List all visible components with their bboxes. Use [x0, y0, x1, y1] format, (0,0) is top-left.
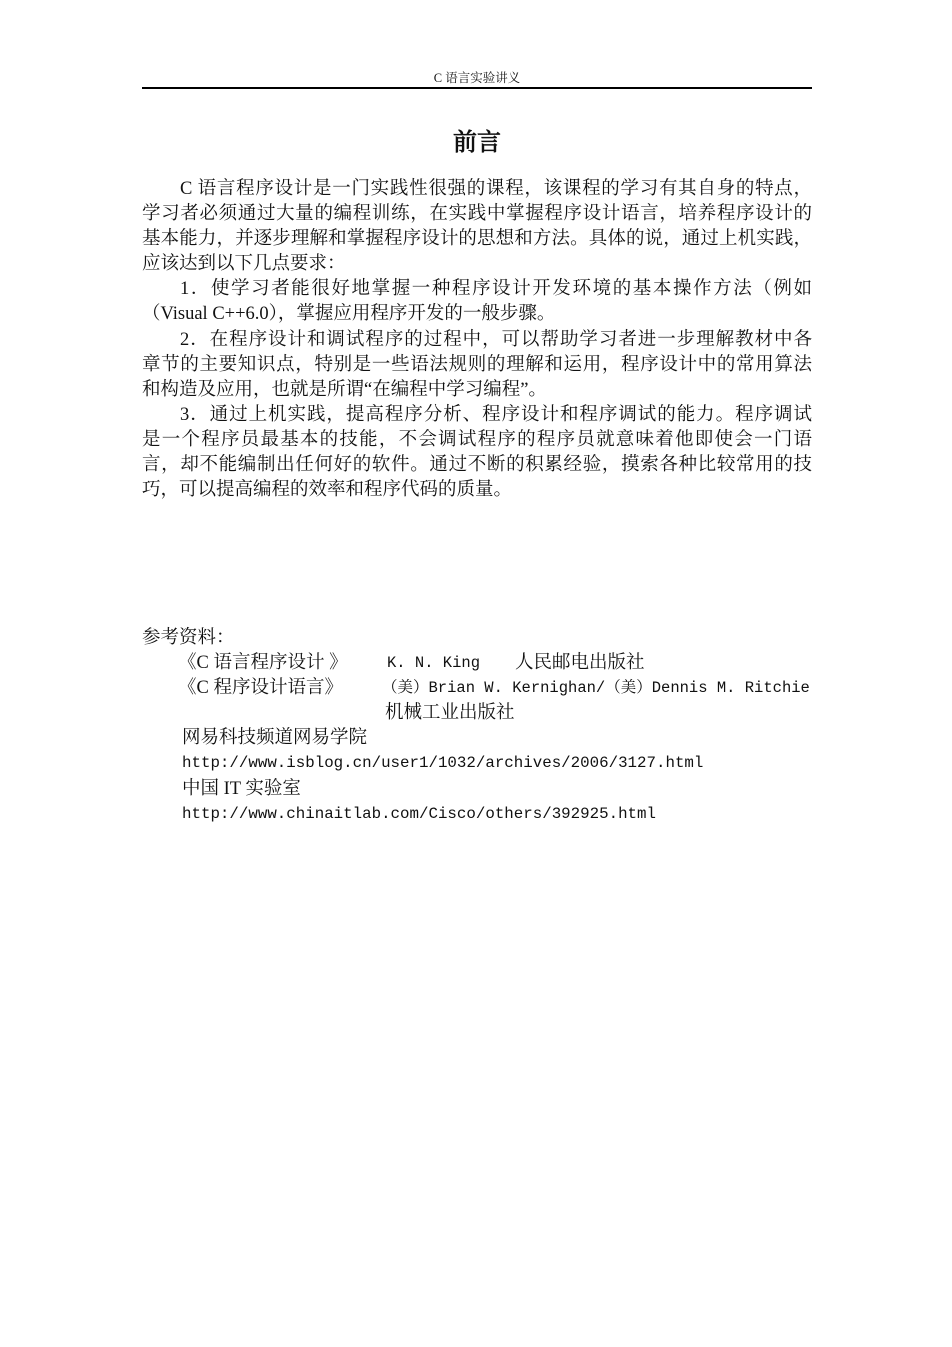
paragraph-line: 3．通过上机实践，提高程序分析、程序设计和程序调试的能力。程序调试	[180, 404, 812, 425]
paragraph-intro	[142, 177, 812, 277]
reference-book	[142, 651, 812, 676]
book-publisher: 机械工业出版社	[385, 703, 515, 724]
book-publisher: 人民邮电出版社	[515, 653, 645, 674]
reference-book-continued	[142, 701, 812, 726]
page-title: 前言	[453, 128, 501, 156]
paragraph-line: 是一个程序员最基本的技能，不会调试程序的程序员就意味着他即使会一门语	[142, 429, 812, 450]
references-section	[142, 626, 812, 827]
running-header-title: C 语言实验讲义	[433, 71, 521, 85]
paragraph-line: 2．在程序设计和调试程序的过程中，可以帮助学习者进一步理解教材中各	[180, 329, 812, 350]
paragraph-item-2	[142, 328, 812, 403]
paragraph-item-3	[142, 403, 812, 503]
preface-body	[142, 177, 812, 503]
paragraph-line: 基本能力，并逐步理解和掌握程序设计的思想和方法。具体的说，通过上机实践，	[142, 229, 812, 250]
reference-link-url-row	[142, 802, 812, 827]
references-heading: 参考资料：	[142, 628, 235, 648]
book-author: （美）Brian W. Kernighan/（美）Dennis M. Ritchie	[382, 679, 810, 698]
references-heading-row	[142, 626, 812, 651]
paragraph-line: 巧，可以提高编程的效率和程序代码的质量。	[142, 480, 513, 501]
reference-book	[142, 676, 812, 701]
paragraph-line: C 语言程序设计是一门实践性很强的课程，该课程的学习有其自身的特点，	[180, 179, 812, 199]
paragraph-line: （Visual C++6.0），掌握应用程序开发的一般步骤。	[142, 304, 556, 325]
book-title: 《C 程序设计语言》	[178, 678, 343, 699]
book-title: 《C 语言程序设计 》	[178, 653, 348, 674]
header-rule	[142, 87, 812, 89]
paragraph-line: 应该达到以下几点要求：	[142, 254, 346, 275]
reference-link-name-row	[142, 777, 812, 802]
reference-link-url-row	[142, 751, 812, 776]
book-author: K. N. King	[387, 654, 481, 673]
reference-link-name-row	[142, 726, 812, 751]
paragraph-item-1	[142, 277, 812, 327]
paragraph-line: 和构造及应用，也就是所谓“在编程中学习编程”。	[142, 379, 547, 400]
link-name: 中国 IT 实验室	[182, 778, 301, 799]
paragraph-line: 1．使学习者能很好地掌握一种程序设计开发环境的基本操作方法（例如	[180, 279, 812, 300]
paragraph-line: 言，却不能编制出任何好的软件。通过不断的积累经验，摸索各种比较常用的技	[142, 455, 812, 476]
paragraph-line: 学习者必须通过大量的编程训练，在实践中掌握程序设计语言，培养程序设计的	[142, 204, 812, 225]
link-url: http://www.isblog.cn/user1/1032/archives/2006/3127.html	[182, 754, 704, 773]
link-url: http://www.chinaitlab.com/Cisco/others/392925.html	[182, 804, 656, 823]
link-name: 网易科技频道网易学院	[182, 728, 368, 749]
paragraph-line: 章节的主要知识点，特别是一些语法规则的理解和运用，程序设计中的常用算法	[142, 354, 812, 375]
